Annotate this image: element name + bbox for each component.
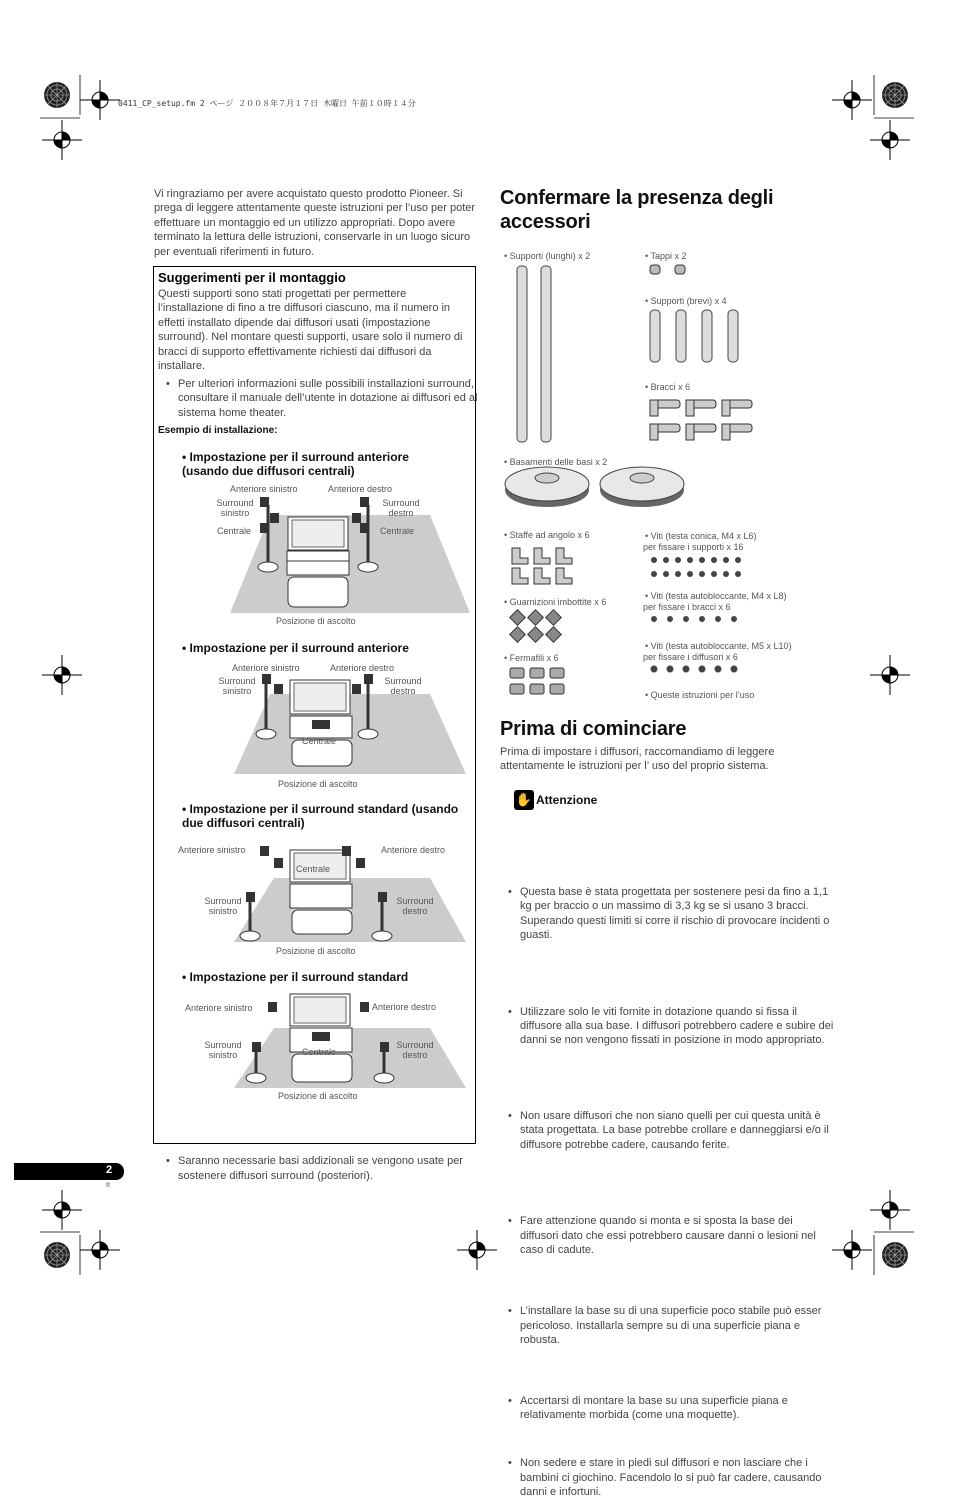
setup-2-title: • Impostazione per il surround anteriore <box>182 641 409 655</box>
acc-screws-m4-l8-purpose: per fissare i bracci x 6 <box>643 602 731 612</box>
accessories-title: Confermare la presenza degli accessori <box>500 187 774 233</box>
setup-4-title: • Impostazione per il surround standard <box>182 970 409 984</box>
acc-screws-m4-l8: • Viti (testa autobloccante, M4 x L8) <box>645 591 787 601</box>
caution-icon: ✋ <box>514 790 534 810</box>
acc-cable-clips: • Fermafili x 6 <box>504 653 559 663</box>
setup-3-label-center: Centrale <box>296 864 331 874</box>
acc-bases: • Basamenti delle basi x 2 <box>504 457 608 467</box>
setup-3-label-surround-left: Surround sinistro <box>204 896 242 916</box>
setup-1-label-center-left: Centrale <box>217 526 252 536</box>
caution-2: • Utilizzare solo le viti fornite in dotazione quando si fissa il diffusore alla sua base. I diffusori potrebbero cadere e subire dei danni se non vengono fissati in posizione in modo appropriato. <box>506 1005 834 1048</box>
setup-1-diagram <box>230 495 470 615</box>
acc-pads: • Guarnizioni imbottite x 6 <box>504 597 607 607</box>
caution-5: • L’installare la base su di una superficie poco stabile può esser pericoloso. Installarla sempre su di una superficie piana e robusta. <box>506 1304 834 1347</box>
tips-bullet: • Per ulteriori informazioni sulle possibili installazioni surround, consultare il manuale dell’utente in dotazione ai diffusori ed al sistema home theater. <box>164 377 484 420</box>
setup-2-label-front-right: Anteriore destro <box>330 663 395 673</box>
tips-final-bullet: • Saranno necessarie basi addizionali se vengono usate per sostenere diffusori surround (posteriori). <box>164 1154 486 1183</box>
setup-4-label-surround-left: Surround sinistro <box>204 1040 242 1060</box>
before-title: Prima di cominciare <box>500 718 687 740</box>
setup-3-title: • Impostazione per il surround standard (usando due diffusori centrali) <box>182 802 459 830</box>
example-label: Esempio di installazione: <box>158 425 278 436</box>
setup-1-label-center-right: Centrale <box>380 526 415 536</box>
setup-1-label-front-left: Anteriore sinistro <box>230 484 298 494</box>
setup-3-label-front-left: Anteriore sinistro <box>178 845 246 855</box>
acc-screws-m4-l6: • Viti (testa conica, M4 x L6) <box>645 531 757 541</box>
setup-1-listening: Posizione di ascolto <box>276 616 356 626</box>
setup-4-label-surround-right: Surround destro <box>396 1040 434 1060</box>
acc-short-supports: • Supporti (brevi) x 4 <box>645 296 727 306</box>
acc-long-supports: • Supporti (lunghi) x 2 <box>504 251 591 261</box>
caution-6: • Accertarsi di montare la base su una superficie piana e relativamente morbida (come una moquette). <box>506 1394 834 1423</box>
setup-2-label-surround-left: Surround sinistro <box>218 676 256 696</box>
file-info-header: 0411_CP_setup.fm 2 ページ ２００８年７月１７日 木曜日 午前１０時１４分 <box>118 99 416 108</box>
setup-3-label-surround-right: Surround destro <box>396 896 434 916</box>
caution-7: • Non sedere e stare in piedi sul diffusori e non lasciare che i bambini ci giochino. Facendolo lo si può far cadere, causando danni e infortuni. <box>506 1456 834 1499</box>
acc-screws-m5-l10: • Viti (testa autobloccante, M5 x L10) <box>645 641 792 651</box>
caution-4: • Fare attenzione quando si monta e si sposta la base dei diffusori dato che essi potrebbero causare danni o lesioni nel caso di cadute. <box>506 1214 834 1257</box>
intro-text: Vi ringraziamo per avere acquistato questo prodotto Pioneer. Si prega di leggere attentamente queste istruzioni per l’uso per poter effettuare un montaggio ed un utilizzo appropriati. Dopo avere terminato la lettura delle istruzioni, conservarle in un luogo sicuro per eventuali riferimenti in futuro. <box>154 188 476 258</box>
setup-3-label-front-right: Anteriore destro <box>381 845 446 855</box>
acc-angle-brackets: • Staffe ad angolo x 6 <box>504 530 590 540</box>
caution-3: • Non usare diffusori che non siano quelli per cui questa unità è stata progettata. La base potrebbe crollare e danneggiarsi e/o il diffusore potrebbe cadere, causando ferite. <box>506 1109 834 1152</box>
setup-4-label-front-right: Anteriore destro <box>372 1002 437 1012</box>
acc-arms: • Bracci x 6 <box>645 382 691 392</box>
setup-2-label-front-left: Anteriore sinistro <box>232 663 300 673</box>
caution-title: Attenzione <box>536 793 598 807</box>
setup-4-listening: Posizione di ascolto <box>278 1091 358 1101</box>
page-number: 2 <box>106 1164 113 1176</box>
setup-1-title: • Impostazione per il surround anteriore (usando due diffusori centrali) <box>182 450 409 478</box>
tips-body: Questi supporti sono stati progettati per permettere l’installazione di fino a tre diffusori ciascuno, ma il numero in effetti installato dipende dai diffusori usati (impostazione surround). Nel montare questi supporti, usare solo il numero di bracci di supporto effettivamente richiesti dai diffusori da installare. <box>158 288 463 373</box>
language-code: It <box>106 1182 110 1189</box>
setup-1-label-surround-right: Surround destro <box>382 498 420 518</box>
before-text: Prima di impostare i diffusori, raccomandiamo di leggere attentamente le istruzioni per l’ uso del proprio sistema. <box>500 746 775 773</box>
caution-1: • Questa base è stata progettata per sostenere pesi da fino a 1,1 kg per braccio o un massimo di 3,3 kg se si usano 3 bracci. Superando questi limiti si corre il rischio di provocare incidenti o guasti. <box>506 885 834 943</box>
tips-title: Suggerimenti per il montaggio <box>158 270 346 285</box>
setup-3-listening: Posizione di ascolto <box>276 946 356 956</box>
setup-2-listening: Posizione di ascolto <box>278 779 358 789</box>
acc-manual: • Queste istruzioni per l’uso <box>645 690 755 700</box>
setup-2-diagram <box>234 670 474 780</box>
setup-2-label-surround-right: Surround destro <box>384 676 422 696</box>
setup-1-label-surround-left: Surround sinistro <box>216 498 254 518</box>
accessories-drawings <box>500 260 780 700</box>
acc-screws-m5-l10-purpose: per fissare i diffusori x 6 <box>643 652 738 662</box>
acc-screws-m4-l6-purpose: per fissare i supporti x 16 <box>643 542 744 552</box>
setup-2-label-center: Centrale <box>302 736 337 746</box>
acc-caps: • Tappi x 2 <box>645 251 687 261</box>
setup-1-label-front-right: Anteriore destro <box>328 484 393 494</box>
setup-4-label-front-left: Anteriore sinistro <box>185 1003 253 1013</box>
setup-4-label-center: Centrale <box>302 1047 337 1057</box>
